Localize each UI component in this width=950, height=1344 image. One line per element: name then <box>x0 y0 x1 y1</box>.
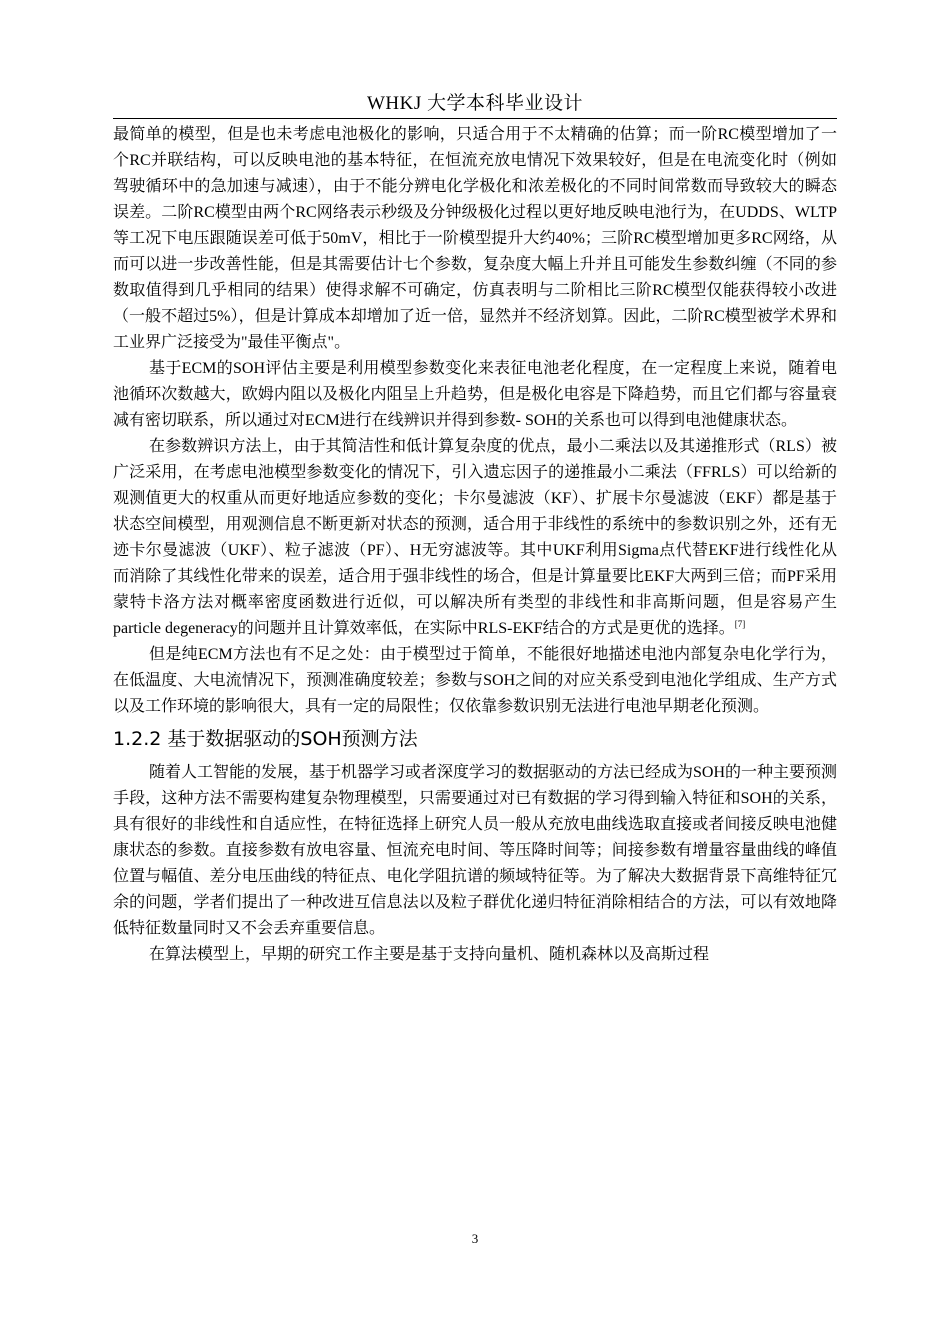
section-heading: 1.2.2 基于数据驱动的SOH预测方法 <box>113 728 418 750</box>
page-header: WHKJ 大学本科毕业设计 <box>366 93 584 114</box>
paragraph-data-driven: 随着人工智能的发展，基于机器学习或者深度学习的数据驱动的方法已经成为SOH的一种主要预测手段，这种方法不需要构建复杂物理模型，只需要通过对已有数据的学习得到输入特征和SOH的关系，具有很好的非线性和自适应性，在特征选择上研究人员一般从充放电曲线选取直接或者间接反映电池健康状态的参数。直接参数有放电容量、恒流充电时间、等压降时间等；间接参数有增量容量曲线的峰值位置与幅值、差分电压曲线的特征点、电化学阻抗谱的频域特征等。为了解决大数据背景下高维特征冗余的问题，学者们提出了一种改进互信息法以及粒子群优化递归特征消除相结合的方法，可以有效地降低特征数量同时又不会丢弃重要信息。 <box>113 764 838 937</box>
paragraph-parameter-identification <box>113 434 837 642</box>
paragraph-ecm-limitations: 但是纯ECM方法也有不足之处：由于模型过于简单，不能很好地描述电池内部复杂电化学行为，在低温度、大电流情况下，预测准确度较差；参数与SOH之间的对应关系受到电池化学组成、生产方式以及工作环境的影响很大，具有一定的局限性；仅依靠参数识别无法进行电池早期老化预测。 <box>113 646 837 715</box>
paragraph-ecm-soh: 基于ECM的SOH评估主要是利用模型参数变化来表征电池老化程度，在一定程度上来说，随着电池循环次数越大，欧姆内阻以及极化内阻呈上升趋势，但是极化电容是下降趋势，而且它们都与容量衰减有密切联系，所以通过对ECM进行在线辨识并得到参数- SOH的关系也可以得到电池健康状态。 <box>113 360 837 429</box>
paragraph-ecm-models: 最简单的模型，但是也未考虑电池极化的影响，只适合用于不太精确的估算；而一阶RC模型增加了一个RC并联结构，可以反映电池的基本特征，在恒流充放电情况下效果较好，但是在电流变化时（例如驾驶循环中的急加速与减速），由于不能分辨电化学极化和浓差极化的不同时间常数而导致较大的瞬态误差。二阶RC模型由两个RC网络表示秒级及分钟级极化过程以更好地反映电池行为，在UDDS、WLTP等工况下电压跟随误差可低于50mV，相比于一阶模型提升大约40%；三阶RC模型增加更多RC网络，从而可以进一步改善性能，但是其需要估计七个参数，复杂度大幅上升并且可能发生参数纠缠（不同的参数取值得到几乎相同的结果）使得求解不可确定，仿真表明与二阶相比三阶RC模型仅能获得较小改进（一般不超过5%），但是计算成本却增加了近一倍，显然并不经济划算。因此，二阶RC模型被学术界和工业界广泛接受为"最佳平衡点"。 <box>113 126 837 351</box>
header-divider <box>113 118 837 119</box>
page-number: 3 <box>471 1231 479 1246</box>
paragraph-parameter-identification-text: 在参数辨识方法上，由于其简洁性和低计算复杂度的优点，最小二乘法以及其递推形式（RLS）被广泛采用，在考虑电池模型参数变化的情况下，引入遗忘因子的递推最小二乘法（FFRLS）可以给新的观测值更大的权重从而更好地适应参数的变化；卡尔曼滤波（KF）、扩展卡尔曼滤波（EKF）都是基于状态空间模型，用观测信息不断更新对状态的预测，适合用于非线性的系统中的参数识别之外，还有无迹卡尔曼滤波（UKF）、粒子滤波（PF）、H无穷滤波等。其中UKF利用Sigma点代替EKF进行线性化从而消除了其线性化带来的误差，适合用于强非线性的场合，但是计算量要比EKF大两到三倍；而PF采用蒙特卡洛方法对概率密度函数进行近似，可以解决所有类型的非线性和非高斯问题，但是容易产生particle degeneracy的问题并且计算效率低，在实际中RLS-EKF结合的方式是更优的选择。 <box>113 438 837 637</box>
document-body <box>113 122 837 968</box>
citation-reference: [7] <box>734 619 746 629</box>
paragraph-algorithm-models: 在算法模型上，早期的研究工作主要是基于支持向量机、随机森林以及高斯过程 <box>149 946 710 963</box>
